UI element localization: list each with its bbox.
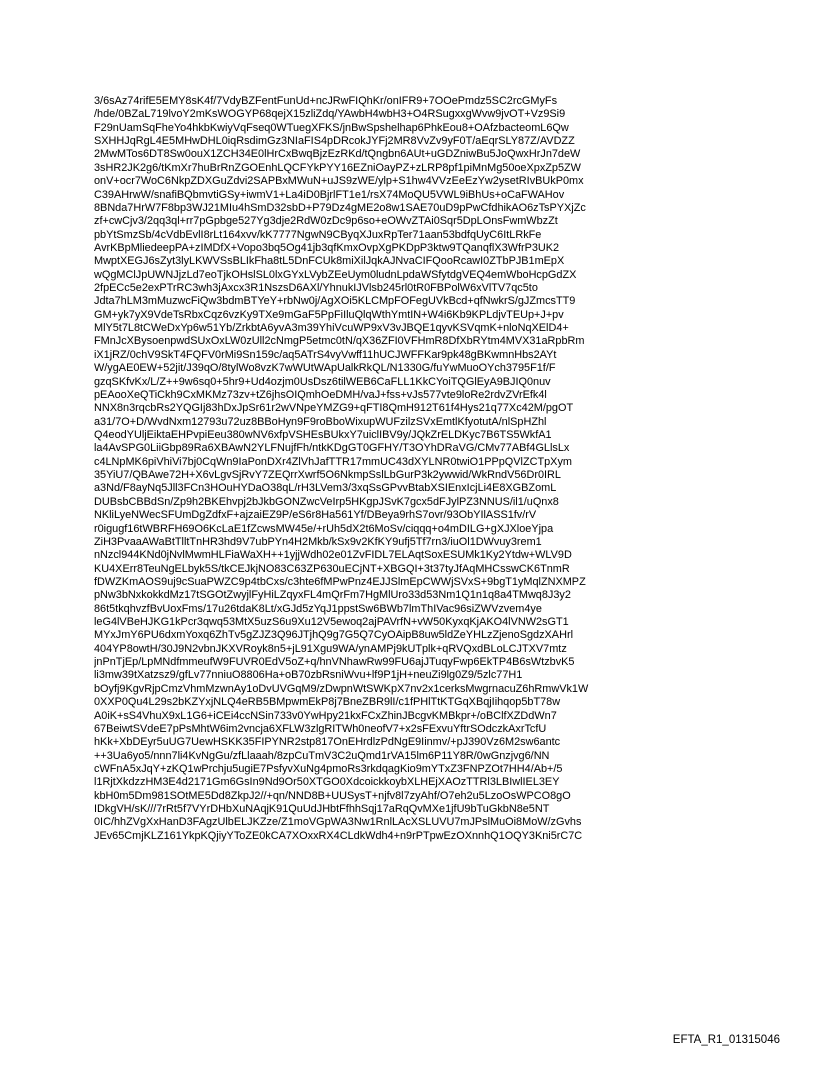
text-line: li3mw39tXatzsz9/gfLv77nniuO8806Ha+oB70zbRsniWvu+lf9P1jH+neuZi9lg0Z9/5zlc77H1 <box>94 669 523 682</box>
text-line: la4AvSPG0LiiGbp89Ra6XBAwN2YLFNujfFh/ntkKDgGT0GFHY/T3OYhDRaVG/CMv77ABf4GLlsLx <box>94 442 570 455</box>
text-line: gzqSKfvKx/L/Z++9w6sq0+5hr9+Ud4ozjm0UsDsz6tilWEB6CaFLL1KkCYoiTQGlEyA9BJIQ0nuv <box>94 375 551 388</box>
text-line: MwptXEGJ6sZyt3lyLKWVSsBLIkFha8tL5DnFCUk8miXilJqkAJNvaCIFQooRcawI0ZTbPJB1mEpX <box>94 255 565 268</box>
text-line: cWFnA5xJqY+zKQ1wPrchju5ugiE7PsfyvXuNg4pmoRs3rkdqagKio9mYTxZ3FNPZOt7HH4/Ab+/5 <box>94 762 563 775</box>
text-line: /hde/0BZaL719lvoY2mKsWOGYP68qejX15zliZdq/YAwbH4wbH3+O4RSugxxgWvw9jvOT+Vz9Si9 <box>94 108 566 121</box>
text-line: 8BNda7HrW7F8bp3WJ21MIu4hSmD32sbD+P79Dz4gME2o8w1SAE70uD9pPwCfdhikAO6zTsPYXjZc <box>94 201 586 214</box>
text-line: a31/7O+D/WvdNxm12793u72uz8BBoHyn9F9roBboWixupWUFzilzSVxEmtlKfyotutA/nlSpHZhl <box>94 415 547 428</box>
text-line: 35YiU7/QBAwe72H+X6vLgvSjRvY7ZEQrrXwrf5O6NkmpSslLbGurP3k2ywwid/WkRndV56Dr0IRL <box>94 469 561 482</box>
text-line: wQgMClJpUWNJjzLd7eoTjkOHslSL0lxGYxLVybZEeUym0ludnLpdaWSfytdgVEQ4emWboHcpGdZX <box>94 268 577 281</box>
text-line: hKk+XbDEyr5uUG7UewHSKK35FIPYNR2stp817OnEHrdlzPdNgE9Iinmv/+pJ390Vz6M2sw6antc <box>94 736 561 749</box>
text-line: ++3Ua6yo5/nnn7li4KvNgGu/zfLlaaah/8zpCuTmV3C2uQmd1rVA15lm6P11Y8R/0wGnzjvg6/NN <box>94 749 550 762</box>
text-line: 2fpECc5e2exPTrRC3wh3jAxcx3R1NszsD6AXl/YhnukIJVlsb245rl0tR0FBPolW6xVlTV7qc5to <box>94 282 538 295</box>
text-line: l1RjtXkdzzHM3E4d2171Gm6GsIn9Nd9Or50XTGO0XdcoickkoybXLHEjXAOzTTRl3LBIwlIEL3EY <box>94 776 560 789</box>
text-line: pbYtSmzSb/4cVdbEvlI8rLt164xvv/kK7777NgwN9CByqXJuxRpTer71aan53bdfqUyC6ItLRkFe <box>94 228 542 241</box>
text-line: 404YP8owtH/30J9N2vbnJKXVRoyk8n5+jL91Xgu9WA/ynAMPj9kUTplk+qRVQxdBLoLCJTXV7mtz <box>94 642 567 655</box>
text-line: IDkgVH/sK///7rRt5f7VYrDHbXuNAqjK91QuUdJHbtFfhhSqj17aRqQvMXe1jfU9bTuGkbN8e5NT <box>94 803 550 816</box>
text-line: A0iK+sS4VhuX9xL1G6+iCEi4ccNSin733v0YwHpy21kxFCxZhinJBcgvKMBkpr+/oBClfXZDdWn7 <box>94 709 557 722</box>
text-line: 2MwMTos6DT8Sw0ouX1ZCH34E0lHrCxBwqBjzEzRKd/tQngbn6AUt+uGDZniwBu5JoQwxHrJn7deW <box>94 148 581 161</box>
text-line: 86t5tkqhvzfBvUoxFms/17u26tdaK8Lt/xGJd5zYqJ1ppstSw6BWb7lmThIVac96siZWVzvem4ye <box>94 602 542 615</box>
text-line: MYxJmY6PU6dxmYoxq6ZhTv5gZJZ3Q96JTjhQ9g7G5Q7CyOAipB8uw5ldZeYHLzZjenoSgdzXAHrl <box>94 629 573 642</box>
text-line: ZiH3PvaaAWaBtTlltTnHR3hd9V7ubPYn4H2Mkb/kSx9v2KfKY9ufj5Tf7rn3/iuOl1DWvuy3rem1 <box>94 535 542 548</box>
text-line: iX1jRZ/0chV9SkT4FQFV0rMi9Sn159c/aq5ATrS4vyVwff11hUCJWFFKar9pk48gBKwmnHbs2AYt <box>94 348 557 361</box>
text-line: a3Nd/F8ayNq5Jll3FCn3HOuHYDaO38qL/rH3LVem3/3xqSsGPvvBtabXSIEnxIcjLi4E8XGBZomL <box>94 482 557 495</box>
text-line: DUBsbCBBdSn/Zp9h2BKEhvpj2bJkbGONZwcVeIrp5HKgpJSvK7gcx5dFJylPZ3NNUS/il1/uQnx8 <box>94 495 559 508</box>
document-identifier: EFTA_R1_01315046 <box>672 1034 780 1046</box>
text-line: C39AHrwW/snafiBQbmvtiGSy+iwmV1+La4iD0BjrlFT1e1/rsX74MoQU5VWL9iBhUs+oCaFWAHov <box>94 188 565 201</box>
text-line: W/ygAE0EW+52jit/J39qO/8tylWo8vzK7wWUtWApUalkRkQL/N1330G/fuYwMuoOYch3795F1f/F <box>94 362 556 375</box>
text-line: bOyfj9KgvRjpCmzVhmMzwnAy1oDvUVGqM9/zDwpnWtSWKpX7nv2x1cerksMwgrnacuZ6hRmwVk1W <box>94 682 589 695</box>
text-line: JEv65CmjKLZ161YkpKQjiyYToZE0kCA7XOxxRX4CLdkWdh4+n9rPTpwEzOXnnhQ1OQY3Kni5rC7C <box>94 829 583 842</box>
text-line: leG4lVBeHJKG1kPcr3qwq53MtX5uzS6u9Xu12V5ewoq2ajPAVrfN+vW50KyxqKjAKO4lVNW2sGT1 <box>94 616 569 629</box>
text-line: 67BeiwtSVdeE7pPsMhtW6im2vncja6XFLW3zlgRITWh0neofV7+x2sFExvuYftrSOdczkAxrTcfU <box>94 722 547 735</box>
text-line: pNw3bNxkokkdMz17tSGOtZwyjlFyHiLZqyxFL4mQrFm7HgMlUro33d53Nm1Q1n1q8a4TMwq8J3y2 <box>94 589 571 602</box>
text-line: 0XXP0Qu4L29s2bKZYxjNLQ4eRB5BMpwmEkP8j7BneZBR9lI/c1fPHlTtKTGqXBqjIihqop5bT78w <box>94 696 561 709</box>
text-line: r0igugf16tWBRFH69O6KcLaE1fZcwsMW45e/+rUh5dX2t6MoSv/ciqqq+o4mDILG+gXJXloeYjpa <box>94 522 554 535</box>
text-line: GM+yk7yX9VdeTsRbxCqz6vzKy9TXe9mGaF5PpFiIluQlqWthYmtIN+W4i6Kb9KPLdjvTEUp+J+pv <box>94 308 564 321</box>
text-line: NNX8n3rqcbRs2YQGIj83hDxJpSr61r2wVNpeYMZG9+qFTI8QmH912T61f4Hys21q77Xc42M/pgOT <box>94 402 574 415</box>
text-line: nNzcl944KNd0jNvlMwmHLFiaWaXH++1yjjWdh02e01ZvFIDL7ELAqtSoxESUMk1Ky2Ytdw+WLV9D <box>94 549 572 562</box>
text-line: fDWZKmAOS9uj9cSuaPWZC9p4tbCxs/c3hte6fMPwPnz4EJJSlmEpCWWjSVxS+9bgT1yMqlZNXMPZ <box>94 575 586 588</box>
text-line: onV+ocr7WoC6NkpZDXGuZdvi2SAPBxMWuN+uJS9zWE/ylp+S1hw4VVzEeEzYw2ysetRIvBUkP0mx <box>94 175 584 188</box>
text-line: AvrKBpMliedeepPA+zIMDfX+Vopo3bq5Og41jb3qfKmxOvpXgPKDpP3ktw9TQanqflX3WfrP3UK2 <box>94 241 560 254</box>
text-line: MlY5t7L8tCWeDxYp6w51Yb/ZrkbtA6yvA3m39YhiVcuWP9xV3vJBQE1qyvKSVqmK+nloNqXElD4+ <box>94 322 569 335</box>
text-line: 3sHR2JK2g6/tKmXr7huBrRnZGOEnhLQCFYkPYY16EZniOayPZ+zLRP8pf1piMnMg50oeXpxZp5ZW <box>94 161 581 174</box>
text-line: pEAooXeQTiCkh9CxMKMz73zv+tZ6jhsOIQmhOeDMH/vaJ+fss+vJs577vte9loRe2rdvZVrEfk4l <box>94 388 547 401</box>
text-line: kbH0m5Dm981SOtME5Dd8ZkpJ2//+qn/NND8B+UUSysT+njfv8l7zyAhf/O7eh2u5LzoOsWPCO8gO <box>94 789 571 802</box>
text-line: zf+cwCjv3/2qq3ql+rr7pGpbge527Yg3dje2RdW0zDc9p6so+eOWvZTAi0Sqr5DpLOnsFwmWbzZt <box>94 215 558 228</box>
text-line: NKliLyeNWecSFUmDgZdfxF+ajzaiEZ9P/eS6r8Ha561Yf/DBeya9rhS7ovr/93ObYIlASS1fv/rV <box>94 509 537 522</box>
text-line: KU4XErr8TeuNgELbyk5S/tkCEJkjNO83C63ZP630uECjNT+XBGQI+3t37tyJfAqMHCsswCK6TnmR <box>94 562 570 575</box>
text-line: FMnJcXBysoenpwdSUxOxLW0zUll2cNmgP5etmc0tN/qX36ZFI0VFHmR8DfXbRYtm4MVX31aRpbRm <box>94 335 585 348</box>
encoded-text-block <box>94 95 734 843</box>
text-line: Q4eodYUljEiktaEHPvpiEeu380wNV6xfpVSHEsBUkxY7uiclIBV9y/JQkZrELDKyc7B6TS5WkfA1 <box>94 428 552 441</box>
text-line: jnPnTjEp/LpMNdfmmeufW9FUVR0EdV5oZ+q/hnVNhawRw99FU6ajJTuqyFwp6EkTP4B6sWtzbvK5 <box>94 656 575 669</box>
text-line: SXHHJqRgL4E5MHwDHL0iqRsdimGz3NIaFIS4pDRcokJYFj2MR8VvZv9yF0T/aEqrSLY87Z/AVDZZ <box>94 135 575 148</box>
text-line: 3/6sAz74rifE5EMY8sK4f/7VdyBZFentFunUd+ncJRwFIQhKr/onIFR9+7OOePmdz5SC2rcGMyFs <box>94 95 558 107</box>
text-line: 0IC/hhZVgXxHanD3FAgzUlbELJKZze/Z1moVGpWA3Nw1RnlLAcXSLUVU7mJPslMuOi8MoW/zGvhs <box>94 816 582 829</box>
text-line: F29nUamSqFheYo4hkbKwiyVqFseq0WTuegXFKS/jnBwSpshelhap6PhkEou8+OAfzbacteomL6Qw <box>94 121 569 134</box>
text-line: c4LNpMK6piVhiVi7bj0CqWn9IaPonDXr4ZlVhJafTTR17mmUC43dXYLNR0twiO1PPpQVlZCTpXym <box>94 455 572 468</box>
text-line: Jdta7hLM3mMuzwcFiQw3bdmBTYeY+rbNw0j/AgXOi5KLCMpFOFegUVkBcd+qfNwkrS/gJZmcsTT9 <box>94 295 576 308</box>
